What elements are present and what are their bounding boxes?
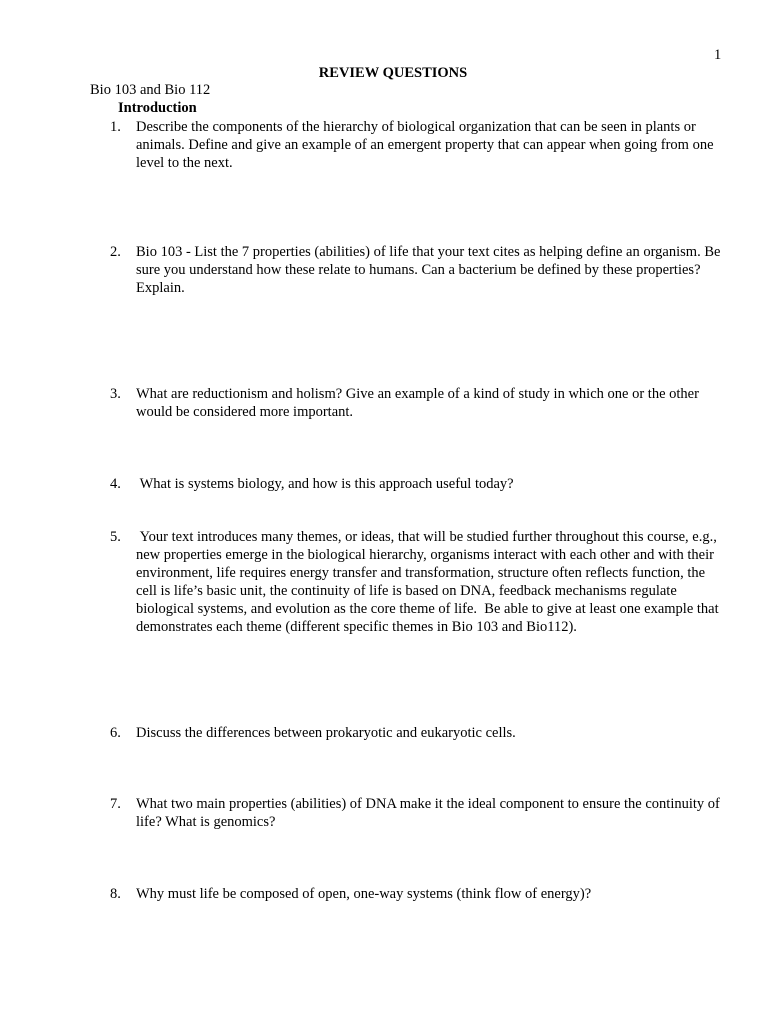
question-number: 4. [110,476,121,492]
page-number: 1 [714,47,722,63]
question-text: What two main properties (abilities) of DNA make it the ideal component to ensure the continuity of life? What is genomics? [136,796,720,830]
question-number: 5. [110,529,121,545]
document-title: REVIEW QUESTIONS [318,65,468,81]
question-text: Why must life be composed of open, one-way systems (think flow of energy)? [136,886,592,902]
question-text: What is systems biology, and how is this approach useful today? [136,476,514,492]
section-heading: Introduction [118,100,197,116]
question-item [110,243,726,297]
question-text: Discuss the differences between prokaryotic and eukaryotic cells. [136,725,516,741]
question-number: 2. [110,244,121,260]
question-item [110,528,726,636]
question-text: Describe the components of the hierarchy of biological organization that can be seen in plants or animals. Define and give an example of an emergent property that can appear when going from one level to the next. [136,119,714,171]
question-text: Bio 103 - List the 7 properties (abilities) of life that your text cites as helping define an organism. Be sure you understand how these relate to humans. Can a bacterium be defined by these properties? Explain. [136,244,721,296]
question-text: Your text introduces many themes, or ideas, that will be studied further throughout this course, e.g., new properties emerge in the biological hierarchy, organisms interact with each other and with their environment, life requires energy transfer and transformation, structure often reflects function, the cell is life’s basic unit, the continuity of life is based on DNA, feedback mechanisms regulate biological systems, and evolution as the core theme of life. Be able to give at least one example that demonstrates each theme (different specific themes in Bio 103 and Bio112). [136,529,725,635]
question-number: 6. [110,725,121,741]
question-item [110,795,726,831]
question-number: 7. [110,796,121,812]
question-item [110,475,726,493]
question-item [110,724,726,742]
course-label: Bio 103 and Bio 112 [90,82,211,98]
question-item [110,385,726,421]
question-text: What are reductionism and holism? Give an example of a kind of study in which one or the other would be considered more important. [136,386,699,420]
question-item [110,118,726,172]
question-number: 1. [110,119,121,135]
question-item [110,885,726,903]
question-number: 8. [110,886,121,902]
question-number: 3. [110,386,121,402]
